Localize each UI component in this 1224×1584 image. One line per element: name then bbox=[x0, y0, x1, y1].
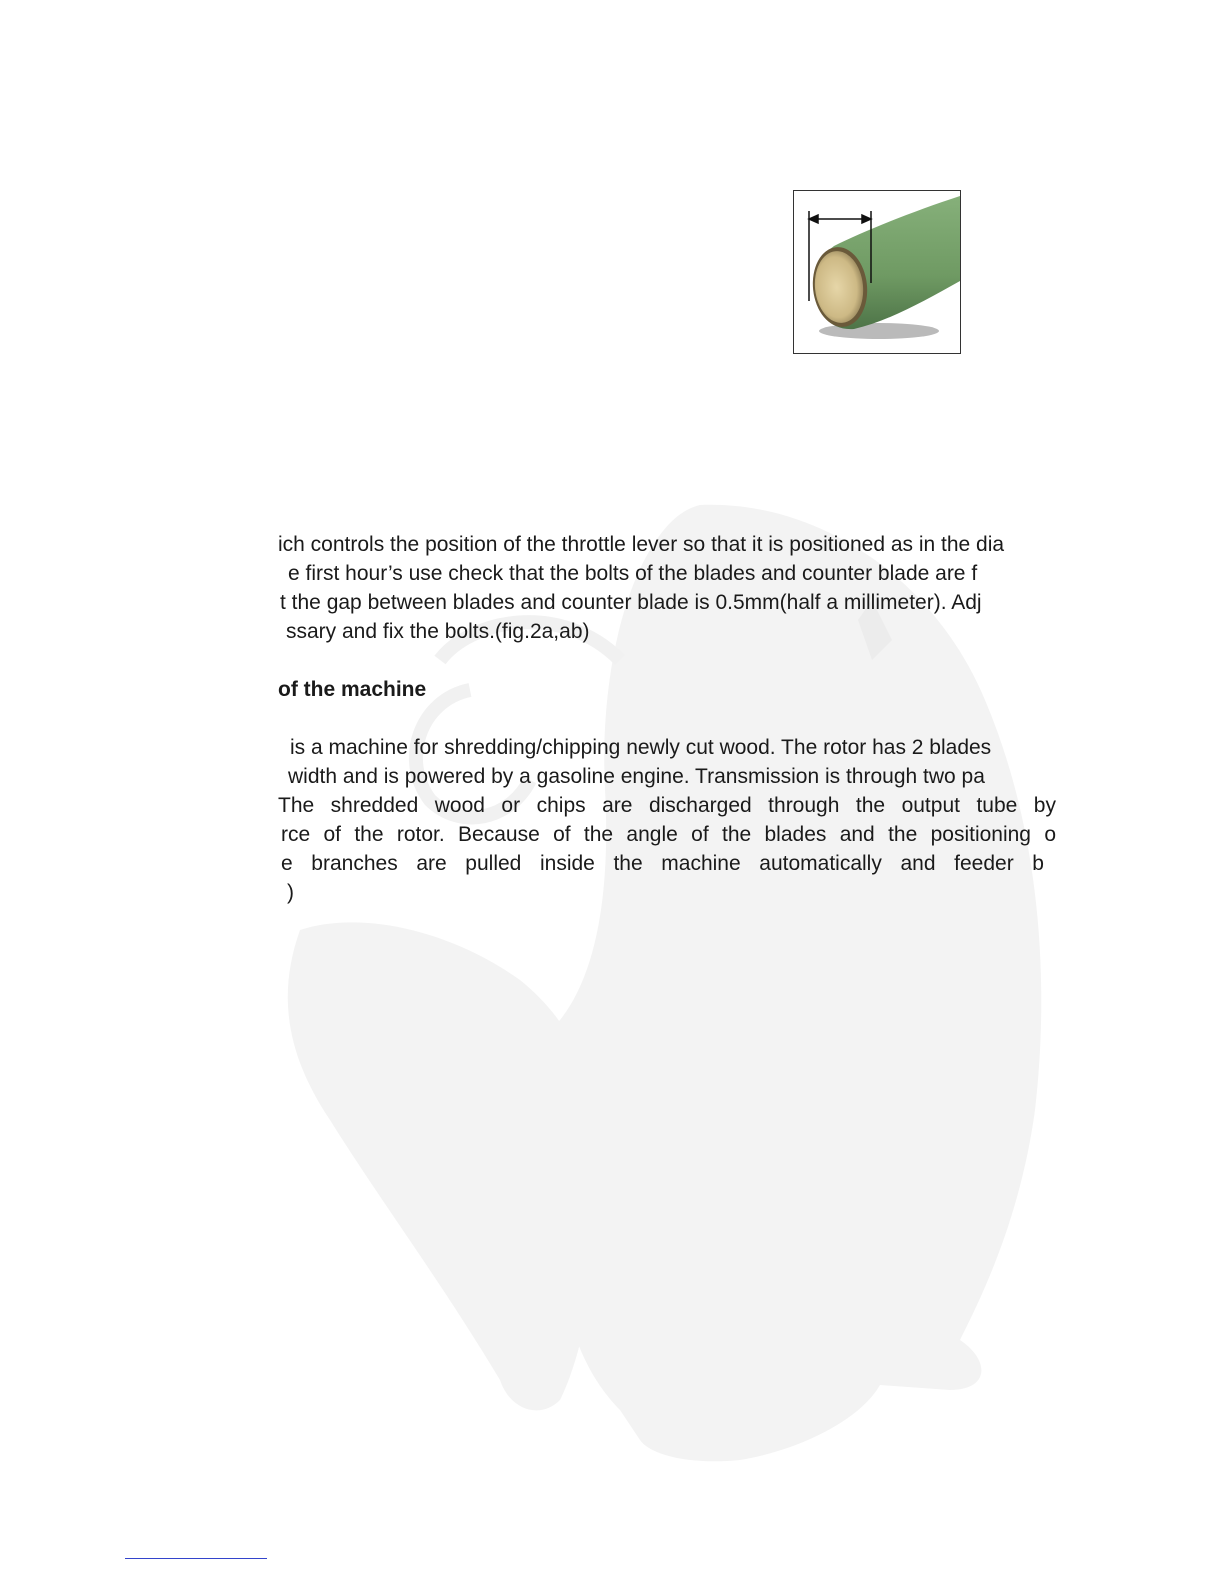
footnote-rule bbox=[125, 1558, 267, 1559]
section-heading-text: of the machine bbox=[278, 678, 427, 701]
text-line: is a machine for shredding/chipping newly cut wood. The rotor has 2 blades bbox=[290, 736, 992, 759]
text-line: ich controls the position of the throttle lever so that it is positioned as in the dia bbox=[278, 533, 1005, 556]
text-line: ) bbox=[287, 881, 294, 904]
text-line: e first hour’s use check that the bolts of the blades and counter blade are f bbox=[288, 562, 978, 585]
text-line: ssary and fix the bolts.(fig.2a,ab) bbox=[286, 620, 590, 643]
paragraph-machine-description bbox=[278, 733, 1056, 907]
paragraph-adjustment bbox=[278, 530, 1056, 646]
section-heading bbox=[278, 675, 1056, 704]
text-line: width and is powered by a gasoline engine. Transmission is through two pa bbox=[288, 765, 985, 788]
text-line: The shredded wood or chips are discharged through the output tube by bbox=[278, 794, 1056, 817]
log-figure bbox=[793, 190, 961, 354]
text-line: e branches are pulled inside the machine automatically and feeder b bbox=[281, 852, 1044, 875]
log-diameter-icon bbox=[794, 191, 960, 353]
text-line: t the gap between blades and counter blade is 0.5mm(half a millimeter). Adj bbox=[280, 591, 982, 614]
text-line: rce of the rotor. Because of the angle of the blades and the positioning o bbox=[281, 823, 1056, 846]
